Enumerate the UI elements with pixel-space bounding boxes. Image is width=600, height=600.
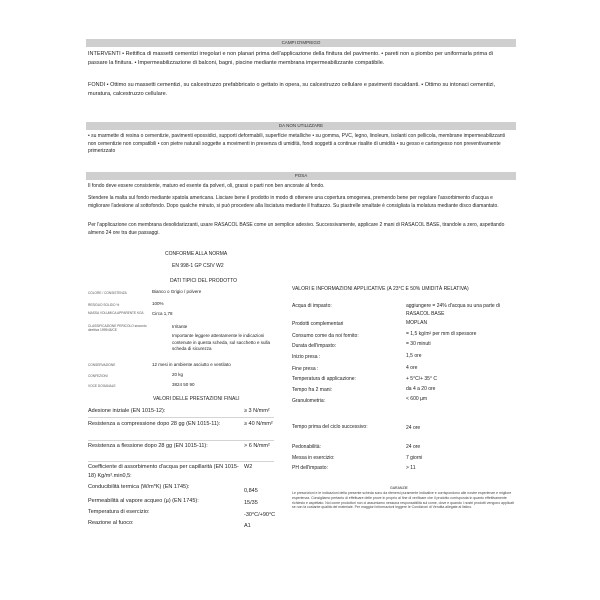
prestazioni-value: ≥ 3 N/mm² xyxy=(244,408,270,414)
divider xyxy=(88,461,274,462)
divider xyxy=(88,417,274,418)
applicative-value: 24 ore xyxy=(406,425,421,431)
applicative-value: da 4 a 20 ore xyxy=(406,386,436,392)
non-utilizzare-text: • su marmette di resina o cementizie, pavimenti epossidici, supporti deformabili, superfície metalliche • su gomma, PVC, legno, linoleum, isolanti con pellicola, membrane impermeabilizzanti non cementizie non compatibili • con pietre naturali soggette a movimenti in presenza di umidità, fondi soggetti a continue risalite di umidità • su gesso e cartongesso non preventivamente primerizzato xyxy=(88,133,506,154)
dati-value: Circa 1,78 xyxy=(152,311,173,316)
prestazioni-label: Permeabilità al vapore acqueo (µ) (EN 1745): xyxy=(88,498,199,504)
applicative-value: + 5°C/+ 35° C xyxy=(406,376,437,382)
dati-label: CONSERVAZIONE xyxy=(88,363,116,367)
applicative-label: Pedonabilità: xyxy=(292,444,321,450)
applicative-label: PH dell'impasto: xyxy=(292,465,328,471)
dati-label: MASSA VOLUMICA APPARENTE KG/L xyxy=(88,311,145,315)
dati-value: 3824 50 90 xyxy=(172,382,195,387)
garanzie-title: GARANZIE xyxy=(390,486,408,490)
dati-label: CLASSIFICAZIONE PERICOLO secondo direttiva 1999/45/CE xyxy=(88,324,147,332)
dati-value: Bianco o Grigio / polvere xyxy=(152,289,202,294)
applicative-label: Consumo come da noi fornito: xyxy=(292,333,359,339)
applicative-value: 24 ore xyxy=(406,444,421,450)
prestazioni-label: Resistenza a flessione dopo 28 gg (EN 1015-11): xyxy=(88,443,208,449)
posa-paragraph-2: Stendere la malta sul fondo mediante spatola americana. Lisciare bene il prodotto in modo di ottenere una copertura omogenea, premendo bene per regolare l'assorbimento d'acqua e migliorare l'adesione al sottofondo. Dopo qualche minuto, si può procedere alla lisciatura mediante il frattazzo. Su piastrelle smaltate è consigliata la molatura mediante disco diamantato. xyxy=(88,195,499,209)
applicative-value: > 11 xyxy=(406,465,416,471)
posa-header: POSA xyxy=(86,172,516,180)
applicative-label: Fine presa : xyxy=(292,366,319,372)
dati-label: RESIDUO SOLIDO % xyxy=(88,303,120,307)
prestazioni-value: > 6 N/mm² xyxy=(244,443,270,449)
campi-impiego-header: CAMPI D'IMPIEGO xyxy=(86,39,516,47)
applicative-label: Prodotti complementari xyxy=(292,321,344,327)
prestazioni-value: 15/35 xyxy=(244,500,258,506)
applicative-value: = 30 minuti xyxy=(406,341,431,347)
dati-title: DATI TIPICI DEL PRODOTTO xyxy=(170,278,238,284)
prestazioni-value: 0,845 xyxy=(244,488,258,494)
applicative-label: Granulometria: xyxy=(292,398,326,404)
applicative-value: aggiungere = 24% d'acqua su una parte di RASACOL BASE xyxy=(406,303,500,317)
applicative-value: 4 ore xyxy=(406,365,418,371)
prestazioni-title: VALORI DELLE PRESTAZIONI FINALI xyxy=(153,396,240,402)
applicative-value: = 1,5 kg/m² per mm di spessore xyxy=(406,331,477,337)
applicative-label: Tempo fra 2 mani: xyxy=(292,387,333,393)
applicative-label: Inizio presa : xyxy=(292,354,321,360)
prestazioni-label: Resistenza a compressione dopo 28 gg (EN 1015-11): xyxy=(88,421,221,427)
prestazioni-value: ≥ 40 N/mm² xyxy=(244,421,273,427)
applicative-value: 7 giorni xyxy=(406,455,423,461)
applicative-label: Messa in esercizio: xyxy=(292,455,335,461)
divider xyxy=(88,440,274,441)
applicative-label: Temperatura di applicazione: xyxy=(292,376,356,382)
applicative-label: Tempo prima del ciclo successivo: xyxy=(292,424,368,430)
prestazioni-label: Conducibilità termica (W/m*K) (EN 1745): xyxy=(88,484,190,490)
fondi-text: FONDI • Ottimo su massetti cementizi, su calcestruzzo prefabbricato o gettato in opera, su calcestruzzo cellulare e pavimenti riscaldanti. • Ottimo su intonaci cementizi, muratura, calcestruzzo cellulare. xyxy=(88,82,496,97)
prestazioni-label: Temperatura di esercizio: xyxy=(88,509,150,515)
dati-value: Irritante xyxy=(172,324,188,329)
applicative-label: Durata dell'impasto: xyxy=(292,343,337,349)
prestazioni-label: Adesione iniziale (EN 1015-12): xyxy=(88,408,166,414)
norma-title: CONFORME ALLA NORMA xyxy=(165,251,228,257)
dati-value: 100% xyxy=(152,301,164,306)
garanzie-text: Le prescrizioni e le indicazioni della presente scheda sono da ritenersi puramente indicative e corrispondono alle nostre esperienze e migliore esperienza. Consigliamo pertanto di effettuare delle prove in proprio al fine di verificare che il prodotto corrisponda in quanto effettivamente richiesto e aspettato. Noi come produttori non ci assumiamo nessuna responsabilità sul come, dove e quando i nostri prodotti vengono applicati se non la costante qualità del materiale. Per maggiori informazioni leggere le Condizioni di Vendita allegate al listino. xyxy=(292,491,514,510)
interventi-text: INTERVENTI • Rettifica di massetti cementizi irregolari e non planari prima dell'applicazione della finitura del pavimento. • pareti non a piombo per uniformarla prima di passare la finitura. • Impermeabilizzazione di balconi, bagni, piscine mediante membrana impermeabilizzante compatibile. xyxy=(88,51,493,66)
posa-paragraph-1: Il fondo deve essere consistente, maturo ed esente da polveri, oli, grassi o parti non ben ancorate al fondo. xyxy=(88,183,325,189)
prestazioni-value: A1 xyxy=(244,523,251,529)
norma-code: EN 998-1 GP CSIV W2 xyxy=(172,263,224,269)
posa-paragraph-3: Per l'applicazione con membrana desolidarizzanti, usare RASACOL BASE come un semplice adesivo. Successivamente, applicare 2 mani di RASACOL BASE, tirandole a zero, aspettando almeno 24 ore tra due passaggi. xyxy=(88,222,505,236)
dati-value: 12 mesi in ambiente asciutto e ventilato xyxy=(152,362,231,367)
dati-label: CONFEZIONI xyxy=(88,374,108,378)
dati-label: VOCE DOGANALE xyxy=(88,384,116,388)
prestazioni-label: Reazione al fuoco: xyxy=(88,520,134,526)
applicative-value: < 600 µm xyxy=(406,396,428,402)
applicative-title: VALORI E INFORMAZIONI APPLICATIVE (A 23°C E 50% UMIDITÀ RELATIVA) xyxy=(292,286,469,292)
dati-label: COLORE / CONSISTENZA xyxy=(88,291,127,295)
non-utilizzare-header: DA NON UTILIZZARE xyxy=(86,122,516,130)
prestazioni-value: W2 xyxy=(244,464,253,470)
dati-note: Importante leggere attentamente le indicazioni contenute in questa scheda, sul sacchetto e sulla scheda di sicurezza xyxy=(172,333,271,351)
applicative-value: 1,5 ore xyxy=(406,353,422,359)
applicative-value: MOPLAN xyxy=(406,320,428,326)
prestazioni-label: Coefficiente di assorbimento d'acqua per capillarità (EN 1015-18) Kg/m².min0,5: xyxy=(88,464,239,479)
dati-value: 20 kg xyxy=(172,372,184,377)
applicative-label: Acqua di impasto: xyxy=(292,303,332,309)
prestazioni-value: -30°C/+90°C xyxy=(244,512,276,518)
